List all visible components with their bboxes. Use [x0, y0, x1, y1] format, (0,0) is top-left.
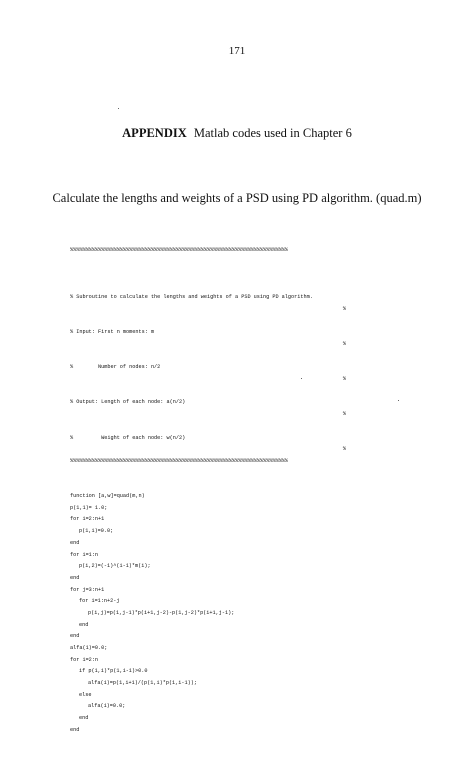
- comment-end: %: [342, 341, 346, 347]
- code-line: p(1,1)= 1.0;: [70, 504, 108, 511]
- code-line: end: [79, 621, 89, 628]
- code-listing: [70, 222, 346, 760]
- comment-text: % Output: Length of each node: a(n/2): [70, 399, 186, 406]
- code-line: p(i,j)=p(1,j-1)*p(i+1,j-2)-p(1,j-2)*p(i+1,j-1);: [88, 609, 235, 616]
- appendix-label: APPENDIX: [122, 126, 187, 140]
- code-line: function [a,w]=quad(m,n): [70, 493, 145, 500]
- appendix-title-text: Matlab codes used in Chapter 6: [193, 126, 352, 140]
- comment-line: [70, 281, 346, 312]
- comment-line: [70, 421, 346, 453]
- code-line: for i=1:n+2-j: [79, 598, 120, 605]
- comment-text: % Number of nodes: n/2: [70, 364, 161, 371]
- scan-speck: [398, 400, 399, 401]
- code-body: [70, 491, 346, 736]
- scan-speck: [301, 378, 302, 379]
- code-line: for i=2:n: [70, 656, 99, 663]
- code-line: alfa(i)=p(1,i+1)/(p(1,i)*p(1,i-1));: [88, 680, 197, 687]
- appendix-heading: [0, 126, 474, 141]
- comment-border-bottom: %%%%%%%%%%%%%%%%%%%%%%%%%%%%%%%%%%%%%%%%%%%%%%%%%%%%%%%%%%%%%%%%%%%%%%: [70, 457, 288, 464]
- comment-end: %: [342, 305, 346, 312]
- comment-text: % Input: First n moments: m: [70, 329, 155, 336]
- code-line: for i=2:n+1: [70, 516, 105, 523]
- code-line: else: [79, 691, 92, 698]
- code-line: for i=1:n: [70, 551, 99, 558]
- comment-end: %: [342, 376, 346, 383]
- comment-text: % Weight of each node: w(n/2): [70, 434, 186, 441]
- comment-end: %: [342, 446, 346, 453]
- code-line: end: [70, 539, 80, 546]
- page-number: 171: [228, 45, 246, 57]
- code-line: alfa(1)=0.0;: [70, 645, 108, 651]
- comment-text: % Subroutine to calculate the lengths and weights of a PSD using PD algorithm.: [70, 294, 313, 301]
- comment-end: %: [342, 411, 346, 418]
- section-title: Calculate the lengths and weights of a PSD using PD algorithm. (quad.m): [52, 191, 422, 205]
- code-line: end: [70, 726, 80, 733]
- comment-line: [70, 386, 346, 418]
- comment-line: [70, 316, 346, 347]
- code-line: end: [79, 715, 89, 722]
- comment-line: [70, 351, 346, 383]
- code-line: p(1,i)=0.0;: [79, 528, 114, 535]
- code-line: end: [70, 574, 80, 581]
- code-line: p(i,2)=(-1)^(i-1)*m(i);: [79, 563, 151, 570]
- code-line: for j=3:n+1: [70, 586, 105, 593]
- scan-speck: [118, 108, 119, 109]
- code-line: alfa(i)=0.0;: [88, 703, 126, 710]
- comment-border-top: %%%%%%%%%%%%%%%%%%%%%%%%%%%%%%%%%%%%%%%%%%%%%%%%%%%%%%%%%%%%%%%%%%%%%%: [70, 247, 288, 254]
- code-line: end: [70, 633, 80, 640]
- code-line: if p(1,i)*p(1,i-1)>0.0: [79, 668, 148, 675]
